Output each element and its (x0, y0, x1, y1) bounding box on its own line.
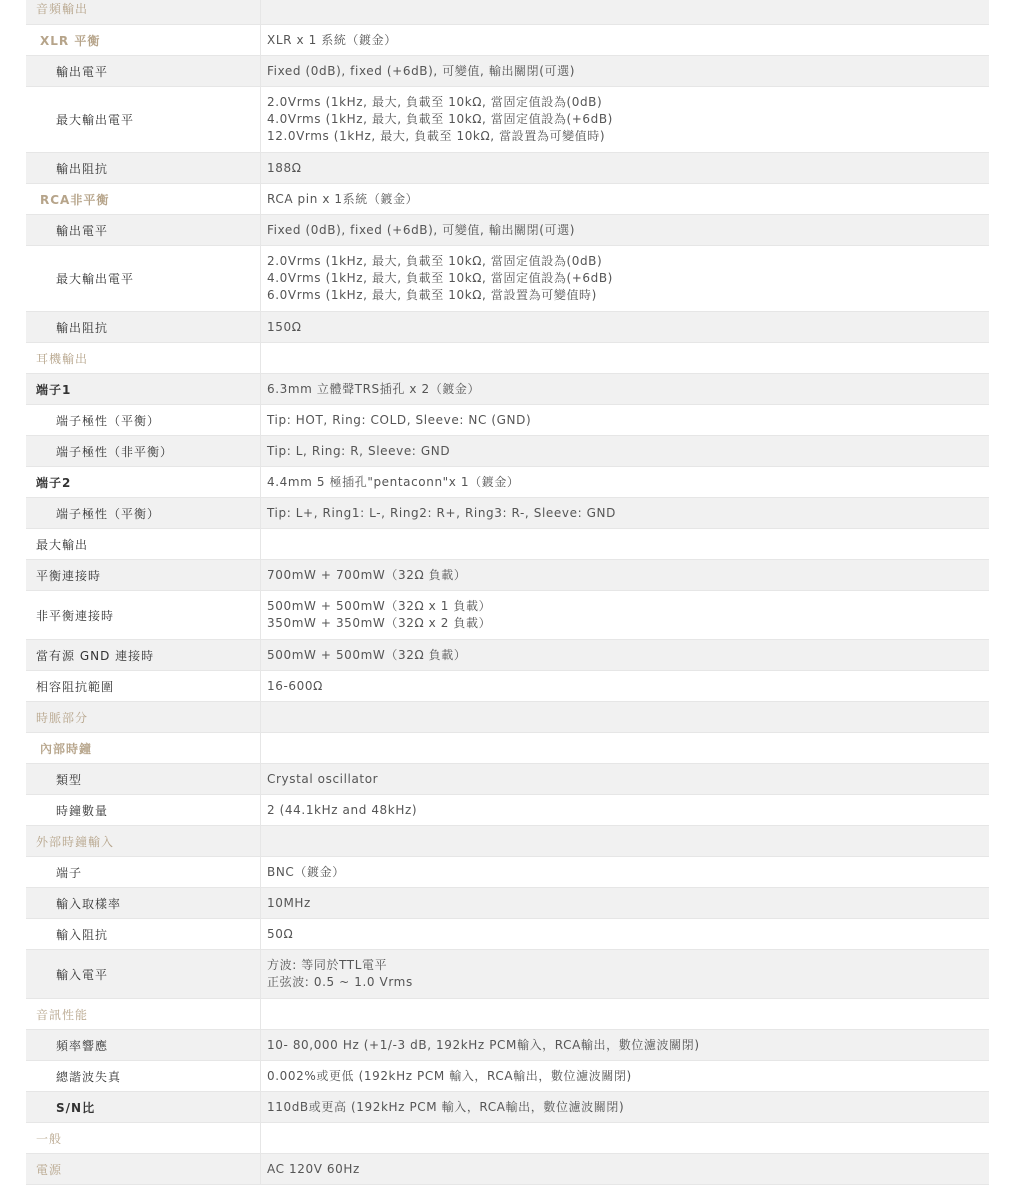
spec-value-line: Tip: L+, Ring1: L-, Ring2: R+, Ring3: R-, Sleeve: GND (267, 505, 616, 520)
spec-row (26, 671, 989, 702)
spec-value (261, 215, 989, 245)
spec-value-line: Tip: L, Ring: R, Sleeve: GND (267, 443, 451, 458)
spec-value (261, 498, 989, 528)
spec-label: 時鐘數量 (26, 795, 261, 825)
spec-value (261, 1154, 989, 1184)
spec-value (261, 405, 989, 435)
spec-row (26, 999, 989, 1030)
spec-label: 輸入電平 (26, 950, 261, 998)
section-header: 音頻輸出 (26, 0, 261, 24)
spec-value (261, 0, 989, 24)
spec-row (26, 826, 989, 857)
spec-value-line: Tip: HOT, Ring: COLD, Sleeve: NC (GND) (267, 412, 532, 427)
spec-value (261, 702, 989, 732)
spec-value-line: 188Ω (267, 160, 302, 175)
section-header: 耳機輸出 (26, 343, 261, 373)
spec-label: 相容阻抗範圍 (26, 671, 261, 701)
spec-value (261, 795, 989, 825)
spec-value-line: 350mW + 350mW（32Ω x 2 負載） (267, 616, 492, 630)
spec-row (26, 640, 989, 671)
spec-row (26, 25, 989, 56)
spec-row (26, 591, 989, 640)
spec-value-line: 6.0Vrms (1kHz, 最大, 負載至 10kΩ, 當設置為可變值時) (267, 288, 597, 302)
spec-value-line: 500mW + 500mW（32Ω x 1 負載） (267, 599, 492, 613)
spec-row (26, 795, 989, 826)
spec-value (261, 25, 989, 55)
spec-label: 輸出阻抗 (26, 312, 261, 342)
spec-value-line: 700mW + 700mW（32Ω 負載） (267, 567, 467, 582)
spec-value-line: XLR x 1 系統（鍍金） (267, 32, 397, 47)
spec-value (261, 1123, 989, 1153)
spec-value-line: Crystal oscillator (267, 771, 379, 786)
spec-value-line: 正弦波: 0.5 ~ 1.0 Vrms (267, 975, 413, 989)
spec-label: 端子極性（非平衡） (26, 436, 261, 466)
spec-value-line: 4.4mm 5 極插孔"pentaconn"x 1（鍍金） (267, 474, 520, 489)
spec-value-line: 110dB或更高 (192kHz PCM 輸入，RCA輸出，數位濾波關閉) (267, 1099, 625, 1114)
spec-row (26, 529, 989, 560)
spec-row (26, 215, 989, 246)
spec-row (26, 56, 989, 87)
spec-value (261, 919, 989, 949)
spec-value-line: 2.0Vrms (1kHz, 最大, 負載至 10kΩ, 當固定值設為(0dB) (267, 254, 603, 268)
spec-value-line: 12.0Vrms (1kHz, 最大, 負載至 10kΩ, 當設置為可變值時) (267, 129, 606, 143)
spec-row (26, 1123, 989, 1154)
spec-row (26, 1061, 989, 1092)
spec-value-line: 150Ω (267, 319, 302, 334)
spec-label: 端子極性（平衡） (26, 498, 261, 528)
spec-label: 端子極性（平衡） (26, 405, 261, 435)
spec-row (26, 857, 989, 888)
section-header: 音訊性能 (26, 999, 261, 1029)
spec-row (26, 153, 989, 184)
spec-row (26, 246, 989, 312)
spec-label: 最大輸出 (26, 529, 261, 559)
spec-label: XLR 平衡 (26, 25, 261, 55)
spec-value (261, 857, 989, 887)
spec-value-line: 2.0Vrms (1kHz, 最大, 負載至 10kΩ, 當固定值設為(0dB) (267, 95, 603, 109)
spec-label: 當有源 GND 連接時 (26, 640, 261, 670)
spec-label: 端子 (26, 857, 261, 887)
spec-value (261, 1030, 989, 1060)
spec-value-line: AC 120V 60Hz (267, 1161, 360, 1176)
spec-label: 總諧波失真 (26, 1061, 261, 1091)
spec-value-line: 10- 80,000 Hz (+1/-3 dB, 192kHz PCM輸入，RCA輸出，數位濾波關閉) (267, 1037, 700, 1052)
spec-row (26, 1030, 989, 1061)
spec-table (26, 0, 989, 1185)
spec-label: 最大輸出電平 (26, 246, 261, 311)
spec-value-line: 0.002%或更低 (192kHz PCM 輸入，RCA輸出，數位濾波關閉) (267, 1068, 632, 1083)
spec-value (261, 733, 989, 763)
section-header: 時脈部分 (26, 702, 261, 732)
spec-row (26, 0, 989, 25)
spec-value (261, 888, 989, 918)
spec-value (261, 640, 989, 670)
spec-value (261, 1092, 989, 1122)
spec-label: 輸出電平 (26, 56, 261, 86)
spec-value (261, 764, 989, 794)
spec-label: 類型 (26, 764, 261, 794)
spec-value-line: 500mW + 500mW（32Ω 負載） (267, 647, 467, 662)
spec-value-line: Fixed (0dB), fixed (+6dB), 可變值, 輸出關閉(可選) (267, 63, 576, 78)
spec-value (261, 1061, 989, 1091)
spec-value (261, 374, 989, 404)
spec-value-line: Fixed (0dB), fixed (+6dB), 可變值, 輸出關閉(可選) (267, 222, 576, 237)
spec-value (261, 436, 989, 466)
spec-row (26, 405, 989, 436)
spec-row (26, 764, 989, 795)
spec-row (26, 184, 989, 215)
spec-value-line: 6.3mm 立體聲TRS插孔 x 2（鍍金） (267, 381, 481, 396)
spec-row (26, 888, 989, 919)
spec-label: 輸出電平 (26, 215, 261, 245)
spec-value (261, 312, 989, 342)
spec-value-line: 16-600Ω (267, 678, 323, 693)
spec-value (261, 560, 989, 590)
spec-value-line: 50Ω (267, 926, 294, 941)
spec-value (261, 343, 989, 373)
spec-value (261, 826, 989, 856)
spec-row (26, 436, 989, 467)
spec-value-line: 2 (44.1kHz and 48kHz) (267, 802, 418, 817)
spec-value-line: 10MHz (267, 895, 311, 910)
spec-value-line: 4.0Vrms (1kHz, 最大, 負載至 10kΩ, 當固定值設為(+6dB) (267, 112, 613, 126)
spec-label: 端子1 (26, 374, 261, 404)
spec-label: 平衡連接時 (26, 560, 261, 590)
spec-value (261, 529, 989, 559)
spec-row (26, 1154, 989, 1185)
spec-row (26, 560, 989, 591)
spec-value (261, 153, 989, 183)
spec-label: 最大輸出電平 (26, 87, 261, 152)
spec-value (261, 56, 989, 86)
spec-label: 輸入取樣率 (26, 888, 261, 918)
spec-value (261, 246, 989, 311)
spec-row (26, 343, 989, 374)
spec-label: 端子2 (26, 467, 261, 497)
spec-row (26, 733, 989, 764)
spec-row (26, 498, 989, 529)
section-header: 一般 (26, 1123, 261, 1153)
spec-label: 內部時鐘 (26, 733, 261, 763)
spec-row (26, 87, 989, 153)
spec-row (26, 467, 989, 498)
spec-row (26, 312, 989, 343)
spec-value (261, 950, 989, 998)
spec-value-line: BNC（鍍金） (267, 864, 345, 879)
spec-value (261, 591, 989, 639)
spec-row (26, 1092, 989, 1123)
spec-value (261, 467, 989, 497)
spec-row (26, 374, 989, 405)
spec-row (26, 702, 989, 733)
spec-row (26, 950, 989, 999)
spec-label: 輸入阻抗 (26, 919, 261, 949)
spec-value-line: RCA pin x 1系統（鍍金） (267, 191, 419, 206)
spec-value (261, 999, 989, 1029)
spec-value (261, 184, 989, 214)
spec-row (26, 919, 989, 950)
section-header: 外部時鐘輸入 (26, 826, 261, 856)
spec-label: RCA非平衡 (26, 184, 261, 214)
section-header: 電源 (26, 1154, 261, 1184)
spec-label: 非平衡連接時 (26, 591, 261, 639)
spec-label: S/N比 (26, 1092, 261, 1122)
spec-value-line: 方波: 等同於TTL電平 (267, 958, 388, 972)
spec-label: 頻率響應 (26, 1030, 261, 1060)
spec-value (261, 671, 989, 701)
spec-value-line: 4.0Vrms (1kHz, 最大, 負載至 10kΩ, 當固定值設為(+6dB) (267, 271, 613, 285)
spec-label: 輸出阻抗 (26, 153, 261, 183)
spec-value (261, 87, 989, 152)
